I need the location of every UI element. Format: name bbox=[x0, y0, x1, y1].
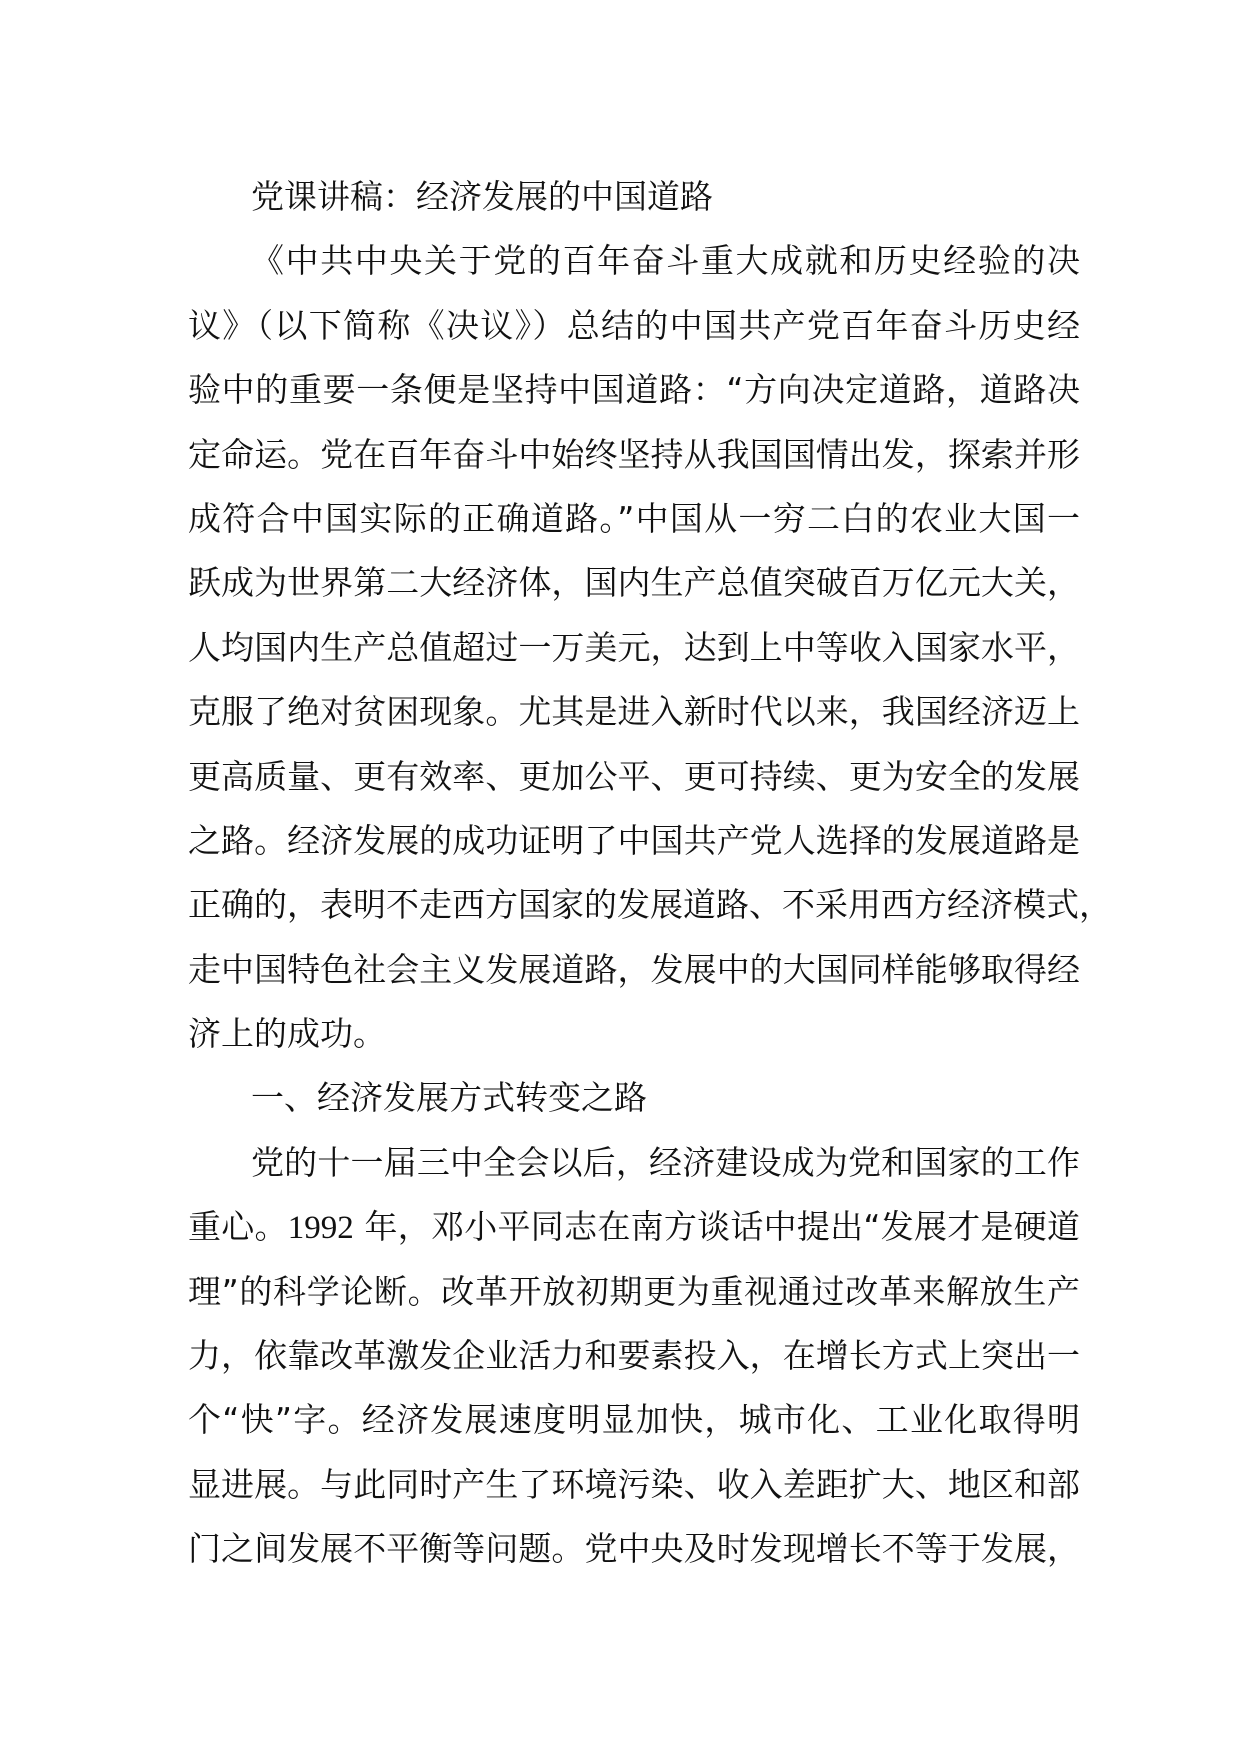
paragraph-line: 个“快”字。经济发展速度明显加快，城市化、工业化取得明 bbox=[188, 1400, 1080, 1440]
paragraph-line: 力，依靠改革激发企业活力和要素投入，在增长方式上突出一 bbox=[188, 1336, 1080, 1376]
document-title: 党课讲稿：经济发展的中国道路 bbox=[251, 177, 713, 216]
paragraph-line: 议》（以下简称《决议》）总结的中国共产党百年奋斗历史经 bbox=[188, 305, 1080, 345]
section-heading: 一、经济发展方式转变之路 bbox=[251, 1078, 647, 1118]
year-number: 1992 bbox=[287, 1210, 354, 1247]
paragraph-line: 跃成为世界第二大经济体，国内生产总值突破百万亿元大关， bbox=[188, 563, 1080, 603]
paragraph-line-segment: 年，邓小平同志在南方谈话中提出“发展才是硬道 bbox=[353, 1207, 1081, 1247]
paragraph-line: 走中国特色社会主义发展道路，发展中的大国同样能够取得经 bbox=[188, 949, 1080, 989]
paragraph-line: 成符合中国实际的正确道路。”中国从一穷二白的农业大国一 bbox=[188, 498, 1080, 538]
paragraph-line: 定命运。党在百年奋斗中始终坚持从我国国情出发，探索并形 bbox=[188, 434, 1080, 474]
paragraph-line: 门之间发展不平衡等问题。党中央及时发现增长不等于发展， bbox=[188, 1529, 1080, 1569]
paragraph-line: 人均国内生产总值超过一万美元，达到上中等收入国家水平， bbox=[188, 627, 1080, 667]
paragraph-line: 克服了绝对贫困现象。尤其是进入新时代以来，我国经济迈上 bbox=[188, 692, 1080, 732]
paragraph-line: 理”的科学论断。改革开放初期更为重视通过改革来解放生产 bbox=[188, 1271, 1080, 1311]
paragraph-line: 党的十一届三中全会以后，经济建设成为党和国家的工作 bbox=[251, 1142, 1080, 1182]
paragraph-line: 验中的重要一条便是坚持中国道路：“方向决定道路，道路决 bbox=[188, 370, 1080, 410]
paragraph-line: 之路。经济发展的成功证明了中国共产党人选择的发展道路是 bbox=[188, 820, 1080, 860]
paragraph-line: 济上的成功。 bbox=[188, 1014, 386, 1054]
paragraph-line: 更高质量、更有效率、更加公平、更可持续、更为安全的发展 bbox=[188, 756, 1080, 796]
paragraph-line: 显进展。与此同时产生了环境污染、收入差距扩大、地区和部 bbox=[188, 1464, 1080, 1504]
document-body bbox=[188, 165, 1112, 1582]
paragraph-line-segment: 重心。 bbox=[188, 1207, 288, 1247]
paragraph-line: 正确的，表明不走西方国家的发展道路、不采用西方经济模式， bbox=[188, 885, 1112, 925]
paragraph-line bbox=[188, 1195, 1080, 1259]
paragraph-line: 《中共中央关于党的百年奋斗重大成就和历史经验的决 bbox=[251, 241, 1080, 281]
